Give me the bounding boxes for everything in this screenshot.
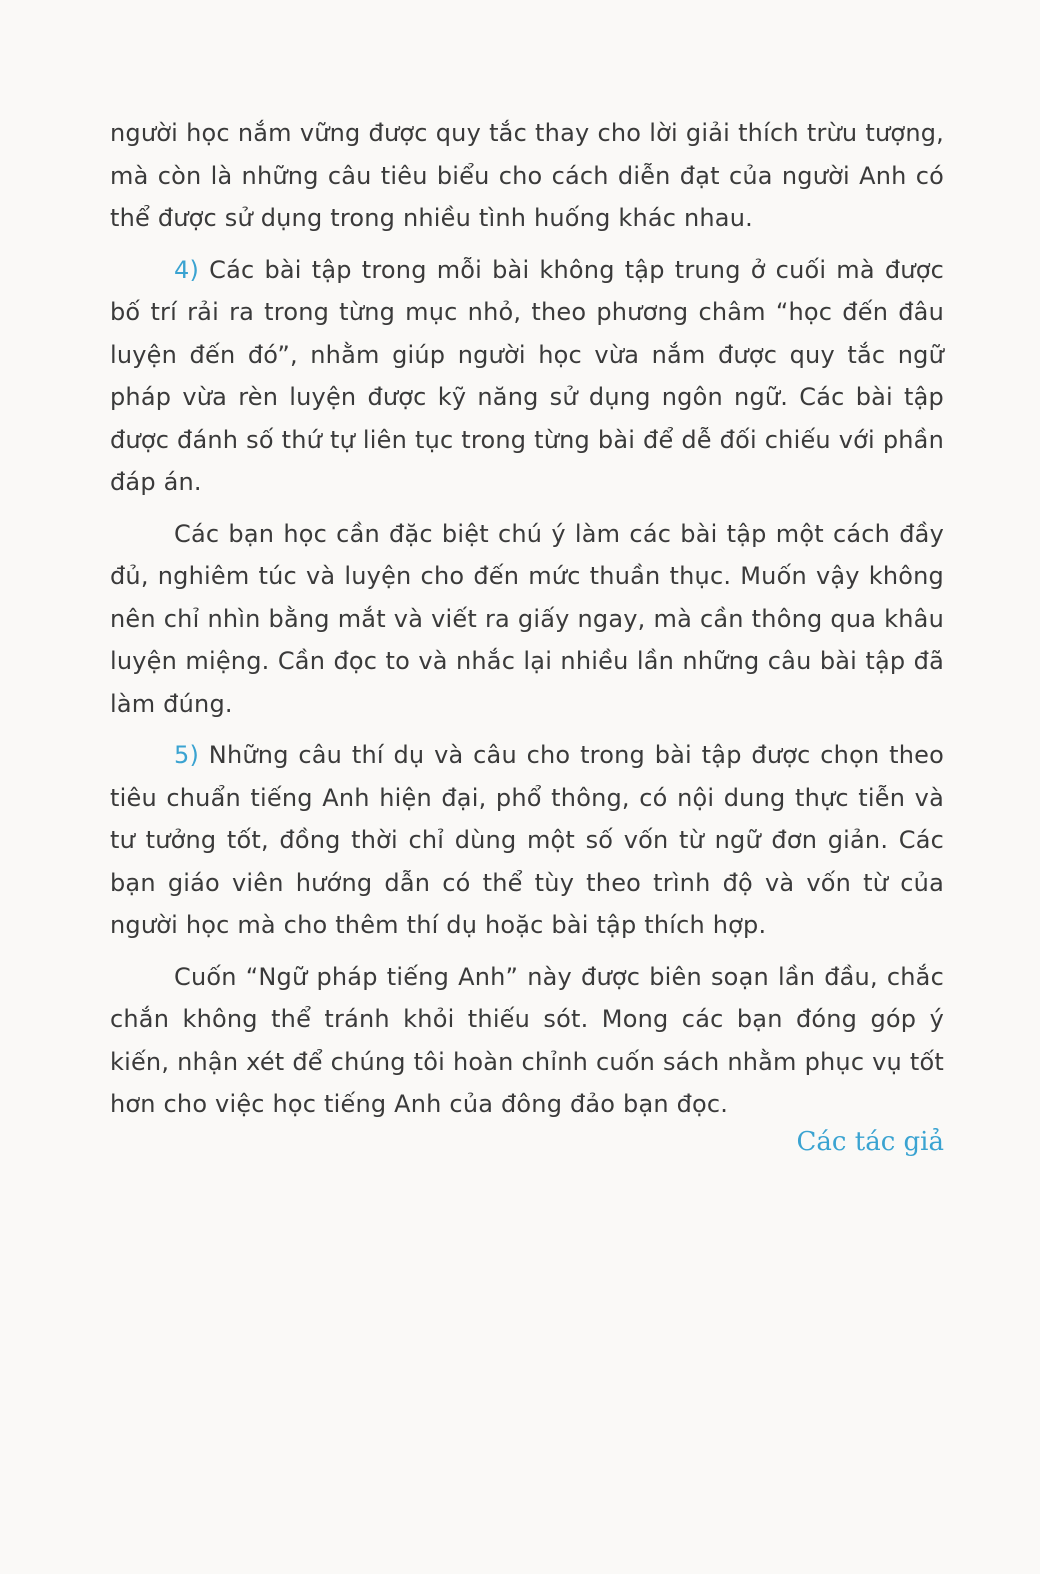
paragraph-item-4 (110, 249, 944, 504)
paragraph-exercise-advice (110, 513, 944, 726)
paragraph-text: Cuốn “Ngữ pháp tiếng Anh” này được biên soạn lần đầu, chắc chắn không thể tránh khỏi thiếu sót. Mong các bạn đóng góp ý kiến, nhận xét để chúng tôi hoàn chỉnh cuốn sách nhằm phục vụ tốt hơn cho việc học tiếng Anh của đông đảo bạn đọc. (110, 962, 944, 1118)
body-text (110, 112, 944, 1135)
paragraph-text: Các bạn học cần đặc biệt chú ý làm các bài tập một cách đầy đủ, nghiêm túc và luyện cho đến mức thuần thục. Muốn vậy không nên chỉ nhìn bằng mắt và viết ra giấy ngay, mà cần thông qua khâu luyện miệng. Cần đọc to và nhắc lại nhiều lần những câu bài tập đã làm đúng. (110, 519, 944, 718)
paragraph-text: người học nắm vững được quy tắc thay cho lời giải thích trừu tượng, mà còn là những câu tiêu biểu cho cách diễn đạt của người Anh có thể được sử dụng trong nhiều tình huống khác nhau. (110, 119, 944, 232)
item-number: 5) (174, 741, 200, 769)
author-signature: Các tác giả (796, 1127, 944, 1157)
paragraph-continuation (110, 112, 944, 240)
paragraph-item-5 (110, 734, 944, 947)
paragraph-text: Các bài tập trong mỗi bài không tập trung ở cuối mà được bố trí rải ra trong từng mục nhỏ, theo phương châm “học đến đâu luyện đến đó”, nhằm giúp người học vừa nắm được quy tắc ngữ pháp vừa rèn luyện được kỹ năng sử dụng ngôn ngữ. Các bài tập được đánh số thứ tự liên tục trong từng bài để dễ đối chiếu với phần đáp án. (110, 255, 944, 496)
paragraph-closing (110, 956, 944, 1126)
paragraph-text: Những câu thí dụ và câu cho trong bài tập được chọn theo tiêu chuẩn tiếng Anh hiện đại, phổ thông, có nội dung thực tiễn và tư tưởng tốt, đồng thời chỉ dùng một số vốn từ ngữ đơn giản. Các bạn giáo viên hướng dẫn có thể tùy theo trình độ và vốn từ của người học mà cho thêm thí dụ hoặc bài tập thích hợp. (110, 741, 944, 939)
item-number: 4) (174, 255, 200, 284)
